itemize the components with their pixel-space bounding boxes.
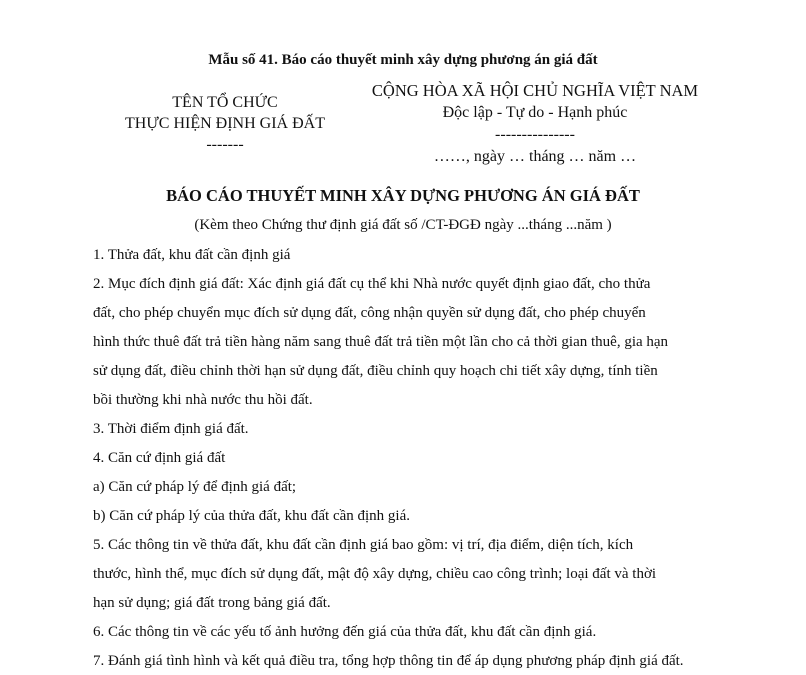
body-line: hình thức thuê đất trả tiền hàng năm sang thuê đất trả tiền một lần cho cả thời gian thuê, gia hạn	[93, 334, 669, 350]
body-line: a) Căn cứ pháp lý để định giá đất;	[93, 479, 297, 495]
national-motto: Độc lập - Tự do - Hạnh phúc	[442, 104, 628, 121]
organization-name-line2: THỰC HIỆN ĐỊNH GIÁ ĐẤT	[125, 115, 325, 132]
national-header	[368, 80, 702, 168]
organization-name-line1: TÊN TỔ CHỨC	[172, 94, 278, 111]
body-line: 1. Thửa đất, khu đất cần định giá	[93, 247, 291, 263]
body-line: 7. Đánh giá tình hình và kết quả điều tra, tổng hợp thông tin để áp dụng phương pháp định giá đất.	[93, 653, 684, 669]
document-subtitle: (Kèm theo Chứng thư định giá đất số /CT-ĐGĐ ngày ...tháng ...năm )	[194, 217, 612, 233]
body-line: b) Căn cứ pháp lý của thửa đất, khu đất cần định giá.	[93, 508, 410, 524]
national-separator: ---------------	[495, 126, 575, 143]
document-title: BÁO CÁO THUYẾT MINH XÂY DỰNG PHƯƠNG ÁN GIÁ ĐẤT	[166, 186, 640, 205]
body-line: sử dụng đất, điều chỉnh thời hạn sử dụng đất, điều chỉnh quy hoạch chi tiết xây dựng, tính tiền	[93, 363, 658, 379]
organization-header	[110, 92, 340, 155]
date-line: ……, ngày … tháng … năm …	[433, 148, 637, 165]
body-line: hạn sử dụng; giá đất trong bảng giá đất.	[93, 595, 331, 611]
body-line: bồi thường khi nhà nước thu hồi đất.	[93, 392, 313, 408]
organization-separator: -------	[206, 136, 244, 153]
body-line: 5. Các thông tin về thửa đất, khu đất cần định giá bao gồm: vị trí, địa điểm, diện tích, kích	[93, 537, 634, 553]
body-line: 3. Thời điểm định giá đất.	[93, 421, 249, 437]
body-line: 4. Căn cứ định giá đất	[93, 450, 226, 466]
body-line: 2. Mục đích định giá đất: Xác định giá đất cụ thể khi Nhà nước quyết định giao đất, cho thửa	[93, 276, 651, 292]
body-line: thước, hình thể, mục đích sử dụng đất, mật độ xây dựng, chiều cao công trình; loại đất và thời	[93, 566, 657, 582]
body-line: 6. Các thông tin về các yếu tố ảnh hưởng đến giá của thửa đất, khu đất cần định giá.	[93, 624, 597, 640]
body-line: đất, cho phép chuyển mục đích sử dụng đất, công nhận quyền sử dụng đất, cho phép chuyển	[93, 305, 646, 321]
form-title: Mẫu số 41. Báo cáo thuyết minh xây dựng phương án giá đất	[208, 52, 598, 68]
country-name: CỘNG HÒA XÃ HỘI CHỦ NGHĨA VIỆT NAM	[371, 81, 699, 100]
